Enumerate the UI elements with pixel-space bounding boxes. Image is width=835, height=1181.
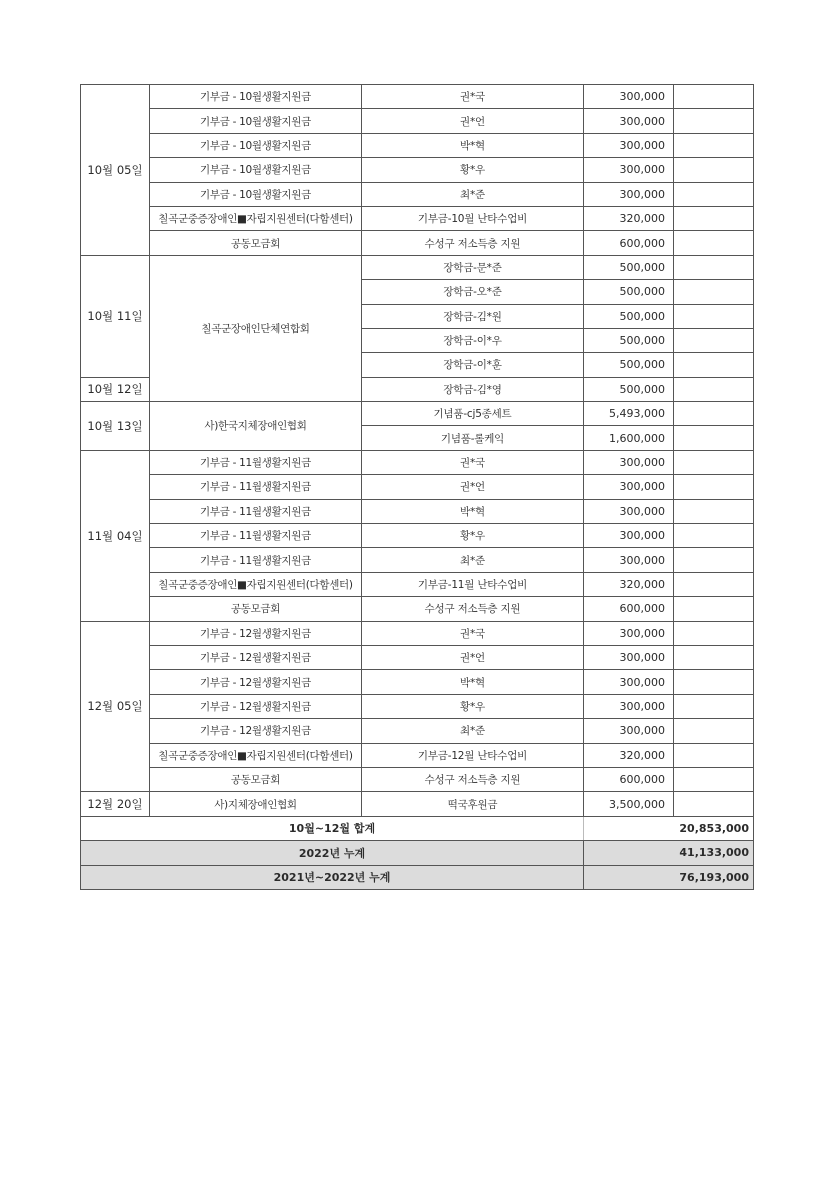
recipient-cell: 권*국 [362, 450, 584, 474]
cumulative-total-row [81, 865, 754, 890]
note-cell [674, 402, 754, 426]
year-total-label: 2022년 누계 [81, 841, 584, 866]
note-cell [674, 328, 754, 352]
note-cell [674, 426, 754, 450]
date-cell: 10월 11일 [81, 255, 150, 377]
table-row [81, 670, 754, 694]
item-cell: 기부금 - 11월생활지원금 [150, 499, 362, 523]
recipient-cell: 장학금-김*원 [362, 304, 584, 328]
note-cell [674, 450, 754, 474]
period-total-label: 10월~12월 합계 [81, 816, 584, 841]
date-cell: 12월 20일 [81, 792, 150, 816]
recipient-cell: 장학금-문*준 [362, 255, 584, 279]
amount-cell: 600,000 [584, 231, 674, 255]
item-cell: 기부금 - 12월생활지원금 [150, 670, 362, 694]
recipient-cell: 박*혁 [362, 499, 584, 523]
recipient-cell: 기념품-cj5종세트 [362, 402, 584, 426]
amount-cell: 320,000 [584, 743, 674, 767]
date-cell: 11월 04일 [81, 450, 150, 621]
amount-cell: 300,000 [584, 719, 674, 743]
note-cell [674, 182, 754, 206]
amount-cell: 300,000 [584, 109, 674, 133]
note-cell [674, 621, 754, 645]
note-cell [674, 694, 754, 718]
item-cell: 기부금 - 10월생활지원금 [150, 158, 362, 182]
table-row [81, 133, 754, 157]
amount-cell: 320,000 [584, 572, 674, 596]
note-cell [674, 743, 754, 767]
table-row [81, 206, 754, 230]
amount-cell: 500,000 [584, 304, 674, 328]
date-cell: 10월 13일 [81, 402, 150, 451]
recipient-cell: 장학금-김*영 [362, 377, 584, 401]
note-cell [674, 377, 754, 401]
recipient-cell: 황*우 [362, 694, 584, 718]
note-cell [674, 597, 754, 621]
table-row [81, 548, 754, 572]
amount-cell: 3,500,000 [584, 792, 674, 816]
recipient-cell: 최*준 [362, 719, 584, 743]
period-total-value: 20,853,000 [584, 816, 754, 841]
amount-cell: 300,000 [584, 524, 674, 548]
item-cell: 칠곡군장애인단체연합회 [150, 255, 362, 401]
amount-cell: 500,000 [584, 255, 674, 279]
recipient-cell: 장학금-오*준 [362, 280, 584, 304]
note-cell [674, 133, 754, 157]
recipient-cell: 수성구 저소득층 지원 [362, 597, 584, 621]
amount-cell: 300,000 [584, 621, 674, 645]
item-cell: 기부금 - 12월생활지원금 [150, 719, 362, 743]
item-cell: 기부금 - 10월생활지원금 [150, 85, 362, 109]
donation-ledger-table [80, 84, 754, 890]
amount-cell: 300,000 [584, 548, 674, 572]
amount-cell: 500,000 [584, 377, 674, 401]
amount-cell: 300,000 [584, 499, 674, 523]
amount-cell: 600,000 [584, 767, 674, 791]
note-cell [674, 792, 754, 816]
amount-cell: 300,000 [584, 182, 674, 206]
amount-cell: 600,000 [584, 597, 674, 621]
note-cell [674, 719, 754, 743]
amount-cell: 300,000 [584, 694, 674, 718]
amount-cell: 300,000 [584, 133, 674, 157]
table-row [81, 182, 754, 206]
note-cell [674, 670, 754, 694]
note-cell [674, 499, 754, 523]
recipient-cell: 기부금-11월 난타수업비 [362, 572, 584, 596]
ledger-body [81, 85, 754, 890]
item-cell: 사)한국지체장애인협회 [150, 402, 362, 451]
item-cell: 칠곡군중증장애인■자립지원센터(다함센터) [150, 572, 362, 596]
table-row [81, 645, 754, 669]
amount-cell: 500,000 [584, 328, 674, 352]
table-row [81, 475, 754, 499]
recipient-cell: 최*준 [362, 182, 584, 206]
recipient-cell: 장학금-이*우 [362, 328, 584, 352]
cumulative-total-value: 76,193,000 [584, 865, 754, 890]
item-cell: 칠곡군중증장애인■자립지원센터(다함센터) [150, 206, 362, 230]
table-row [81, 572, 754, 596]
note-cell [674, 548, 754, 572]
table-row [81, 792, 754, 816]
year-total-value: 41,133,000 [584, 841, 754, 866]
table-row [81, 597, 754, 621]
recipient-cell: 최*준 [362, 548, 584, 572]
recipient-cell: 수성구 저소득층 지원 [362, 767, 584, 791]
table-row [81, 767, 754, 791]
amount-cell: 500,000 [584, 280, 674, 304]
item-cell: 기부금 - 12월생활지원금 [150, 645, 362, 669]
table-row [81, 719, 754, 743]
table-row [81, 402, 754, 426]
recipient-cell: 황*우 [362, 158, 584, 182]
recipient-cell: 권*언 [362, 475, 584, 499]
item-cell: 기부금 - 11월생활지원금 [150, 450, 362, 474]
note-cell [674, 255, 754, 279]
date-cell: 12월 05일 [81, 621, 150, 792]
table-row [81, 255, 754, 279]
amount-cell: 5,493,000 [584, 402, 674, 426]
item-cell: 기부금 - 10월생활지원금 [150, 133, 362, 157]
item-cell: 기부금 - 12월생활지원금 [150, 621, 362, 645]
item-cell: 공동모금회 [150, 767, 362, 791]
item-cell: 기부금 - 10월생활지원금 [150, 182, 362, 206]
note-cell [674, 524, 754, 548]
table-row [81, 499, 754, 523]
item-cell: 공동모금회 [150, 231, 362, 255]
recipient-cell: 기부금-10월 난타수업비 [362, 206, 584, 230]
table-row [81, 450, 754, 474]
year-total-row [81, 841, 754, 866]
item-cell: 기부금 - 12월생활지원금 [150, 694, 362, 718]
table-row [81, 158, 754, 182]
date-cell: 10월 12일 [81, 377, 150, 401]
note-cell [674, 475, 754, 499]
table-row [81, 231, 754, 255]
item-cell: 기부금 - 11월생활지원금 [150, 548, 362, 572]
item-cell: 기부금 - 11월생활지원금 [150, 524, 362, 548]
amount-cell: 300,000 [584, 645, 674, 669]
amount-cell: 300,000 [584, 158, 674, 182]
recipient-cell: 권*국 [362, 621, 584, 645]
amount-cell: 320,000 [584, 206, 674, 230]
recipient-cell: 권*언 [362, 109, 584, 133]
amount-cell: 300,000 [584, 670, 674, 694]
table-row [81, 524, 754, 548]
note-cell [674, 85, 754, 109]
note-cell [674, 767, 754, 791]
recipient-cell: 수성구 저소득층 지원 [362, 231, 584, 255]
recipient-cell: 기부금-12월 난타수업비 [362, 743, 584, 767]
recipient-cell: 박*혁 [362, 133, 584, 157]
period-total-row [81, 816, 754, 841]
amount-cell: 1,600,000 [584, 426, 674, 450]
table-row [81, 85, 754, 109]
note-cell [674, 304, 754, 328]
note-cell [674, 353, 754, 377]
amount-cell: 300,000 [584, 450, 674, 474]
recipient-cell: 기념품-롤케익 [362, 426, 584, 450]
item-cell: 칠곡군중증장애인■자립지원센터(다함센터) [150, 743, 362, 767]
recipient-cell: 박*혁 [362, 670, 584, 694]
recipient-cell: 장학금-이*훈 [362, 353, 584, 377]
date-cell: 10월 05일 [81, 85, 150, 256]
recipient-cell: 황*우 [362, 524, 584, 548]
note-cell [674, 109, 754, 133]
amount-cell: 300,000 [584, 475, 674, 499]
table-row [81, 621, 754, 645]
note-cell [674, 645, 754, 669]
table-row [81, 743, 754, 767]
note-cell [674, 158, 754, 182]
note-cell [674, 206, 754, 230]
table-row [81, 694, 754, 718]
note-cell [674, 572, 754, 596]
recipient-cell: 떡국후원금 [362, 792, 584, 816]
table-row [81, 109, 754, 133]
item-cell: 기부금 - 11월생활지원금 [150, 475, 362, 499]
note-cell [674, 280, 754, 304]
amount-cell: 300,000 [584, 85, 674, 109]
amount-cell: 500,000 [584, 353, 674, 377]
recipient-cell: 권*언 [362, 645, 584, 669]
recipient-cell: 권*국 [362, 85, 584, 109]
item-cell: 사)지체장애인협회 [150, 792, 362, 816]
item-cell: 공동모금회 [150, 597, 362, 621]
note-cell [674, 231, 754, 255]
cumulative-total-label: 2021년~2022년 누계 [81, 865, 584, 890]
item-cell: 기부금 - 10월생활지원금 [150, 109, 362, 133]
